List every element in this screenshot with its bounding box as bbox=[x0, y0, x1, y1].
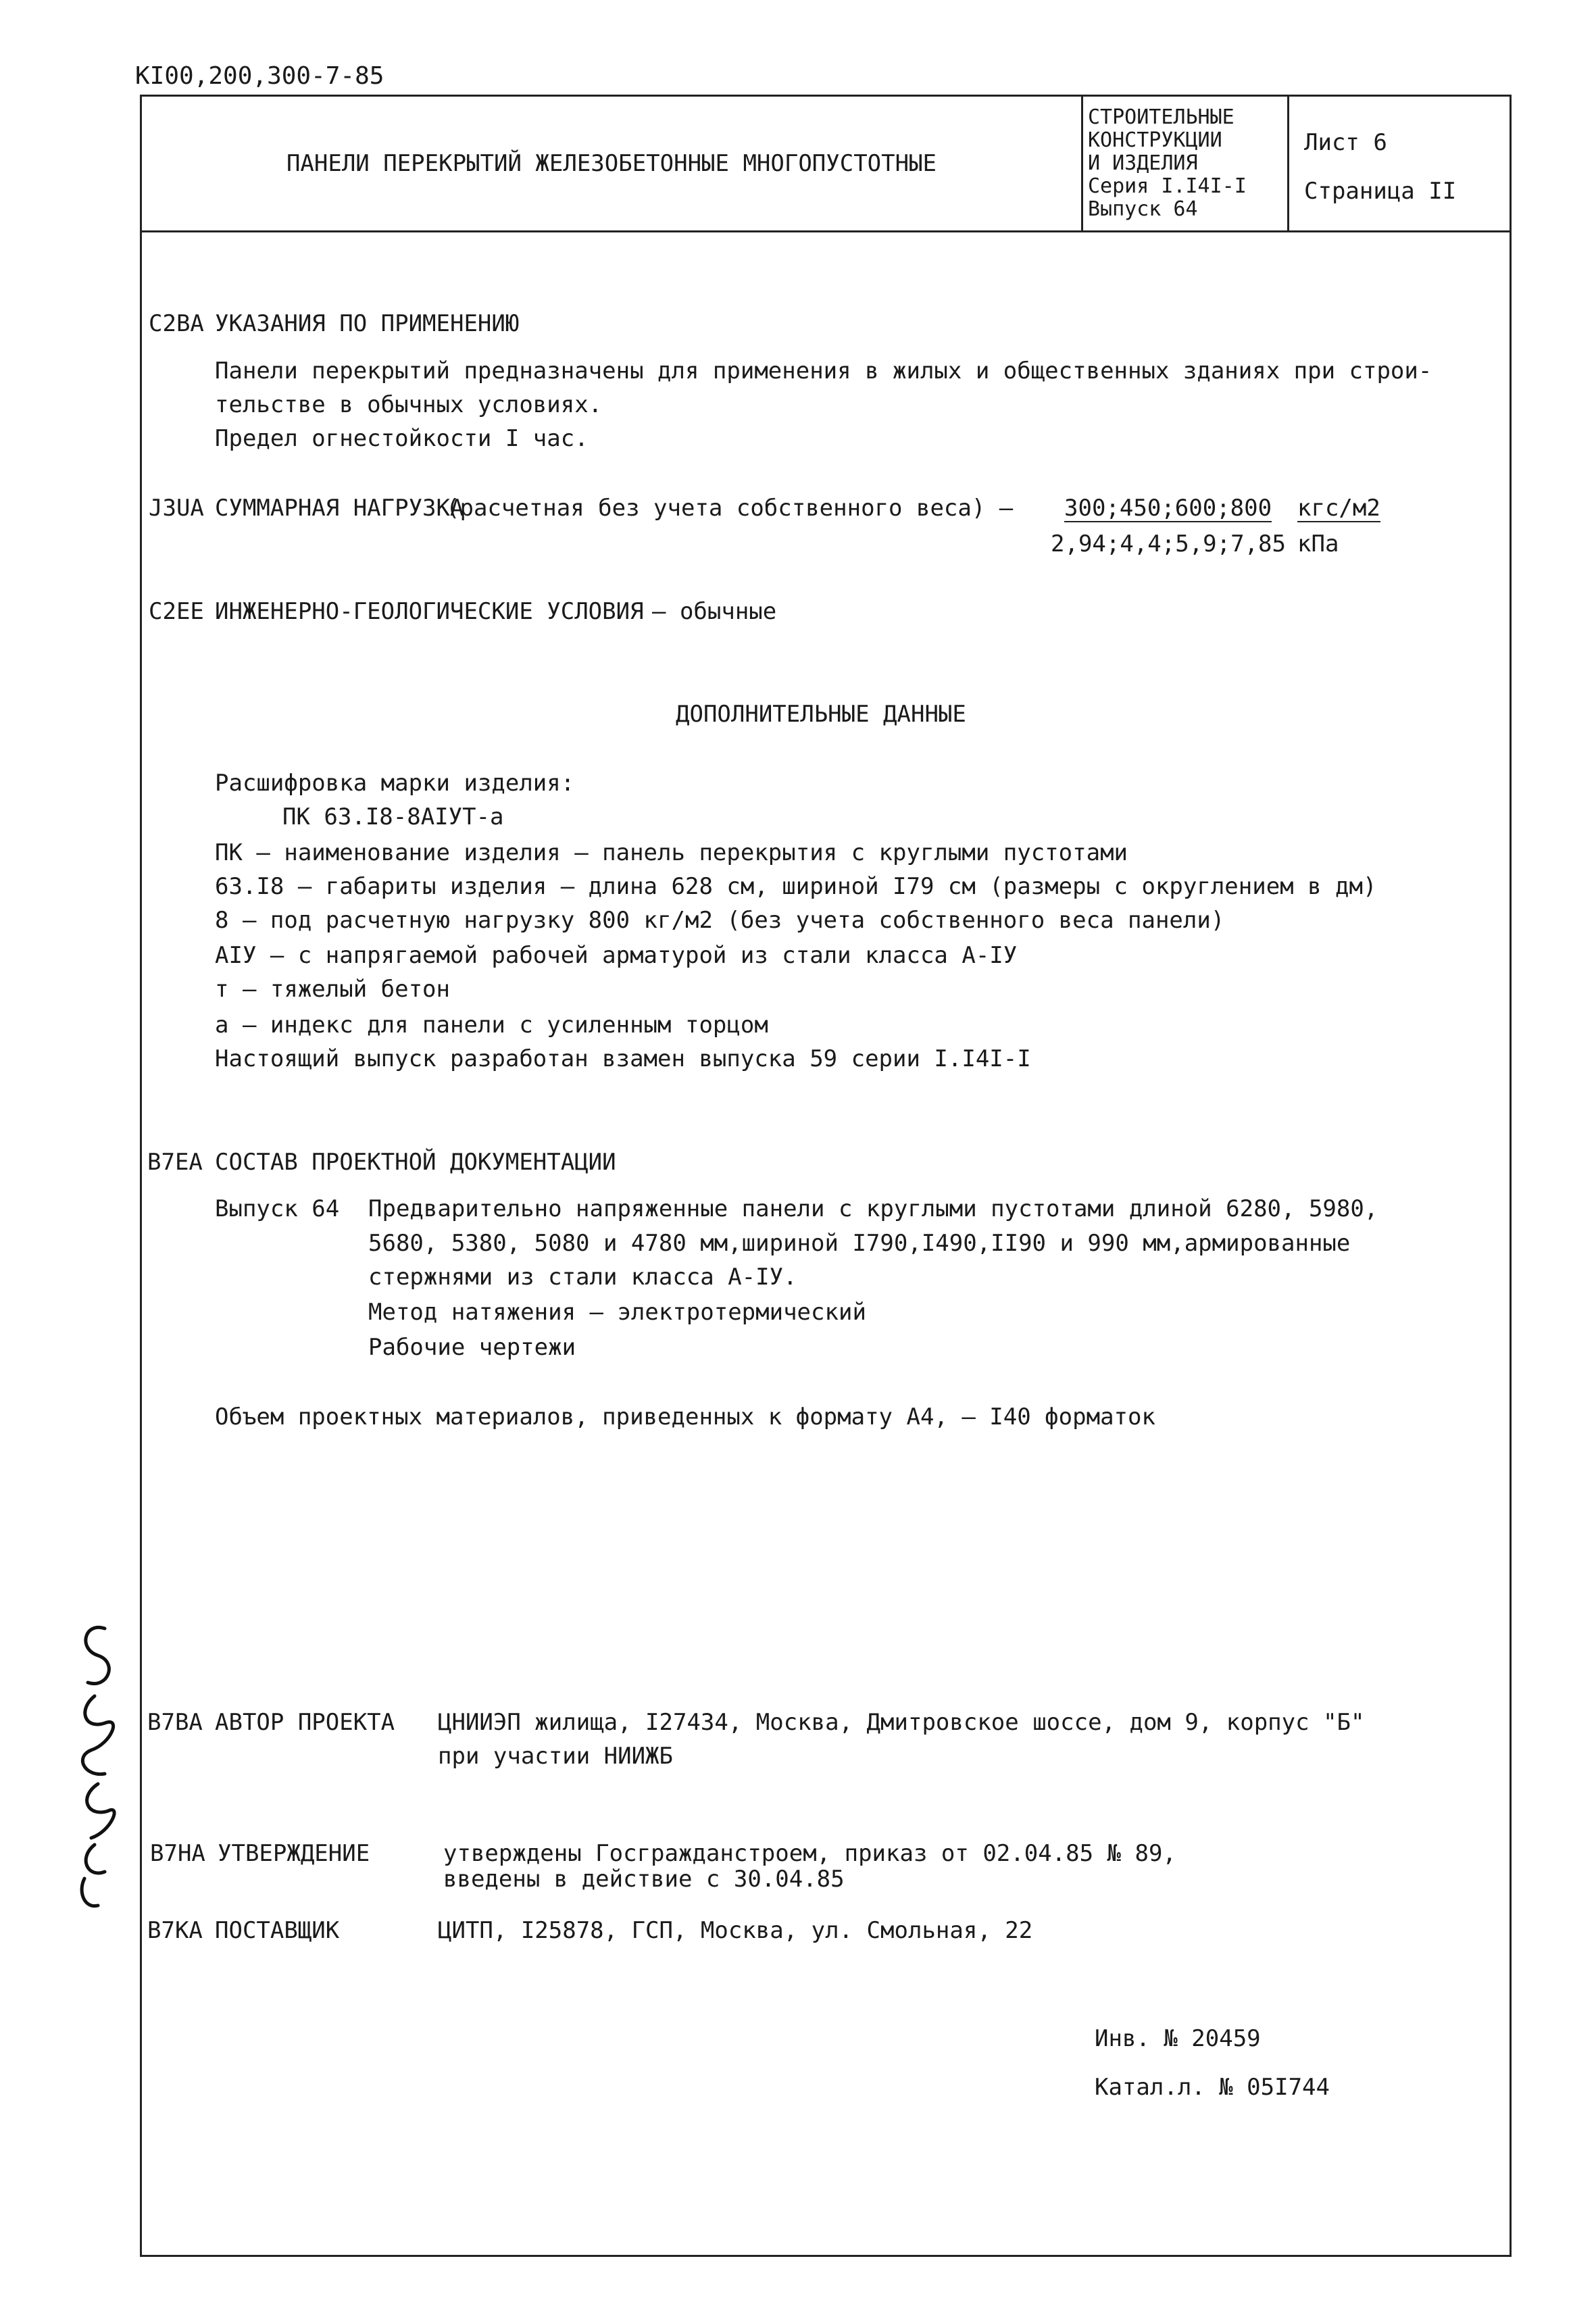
document-code: KI00,200,300-7-85 bbox=[135, 62, 384, 90]
section-code: B7BA bbox=[147, 1709, 203, 1736]
text-line: ЦНИИЭП жилища, I27434, Москва, Дмитровское шоссе, дом 9, корпус "Б" bbox=[438, 1709, 1365, 1736]
text-line: при участии НИИЖБ bbox=[438, 1743, 673, 1770]
text-line: Панели перекрытий предназначены для применения в жилых и общественных зданиях при строи- bbox=[215, 357, 1432, 384]
load-values-kgf: 300;450;600;800 bbox=[1064, 495, 1272, 522]
text-line: т – тяжелый бетон bbox=[215, 976, 450, 1003]
sheet-number: Лист 6 bbox=[1304, 129, 1387, 156]
load-unit-kgf: кгс/м2 bbox=[1297, 495, 1380, 522]
section-code: B7HA bbox=[150, 1840, 205, 1867]
section-code: B7KA bbox=[147, 1917, 203, 1944]
product-mark: ПК 63.I8-8AIУТ-а bbox=[282, 803, 504, 830]
series-block bbox=[1088, 106, 1247, 221]
text-line: утверждены Госгражданстроем, приказ от 02.04.85 № 89, bbox=[443, 1840, 1176, 1867]
text-line: 63.I8 – габариты изделия – длина 628 см, шириной I79 см (размеры с округлением в дм) bbox=[215, 873, 1377, 900]
series-line: КОНСТРУКЦИИ bbox=[1088, 128, 1222, 152]
decode-title: Расшифровка марки изделия: bbox=[215, 770, 575, 797]
document-title: ПАНЕЛИ ПЕРЕКРЫТИЙ ЖЕЛЕЗОБЕТОННЫЕ МНОГОПУСТОТНЫЕ bbox=[286, 150, 937, 177]
section-code: B7EA bbox=[147, 1149, 203, 1176]
series-line: Серия I.I4I-I bbox=[1088, 174, 1247, 198]
text-line: Предварительно напряженные панели с круглыми пустотами длиной 6280, 5980, bbox=[368, 1195, 1378, 1222]
series-line: И ИЗДЕЛИЯ bbox=[1088, 151, 1198, 175]
section-heading: УТВЕРЖДЕНИЕ bbox=[218, 1840, 370, 1867]
text-line: введены в действие с 30.04.85 bbox=[443, 1866, 845, 1893]
signature-image bbox=[57, 1608, 132, 1919]
text-line: тельстве в обычных условиях. bbox=[215, 391, 603, 418]
text-line: AIУ – с напрягаемой рабочей арматурой из стали класса А-IУ bbox=[215, 942, 1018, 969]
volume-line: Объем проектных материалов, приведенных к формату А4, – I40 форматок bbox=[215, 1403, 1155, 1430]
divider bbox=[1081, 97, 1083, 230]
section-heading: ИНЖЕНЕРНО-ГЕОЛОГИЧЕСКИЕ УСЛОВИЯ bbox=[215, 598, 644, 625]
issue-label: Выпуск 64 bbox=[215, 1195, 340, 1222]
text-line: стержнями из стали класса А-IУ. bbox=[368, 1264, 797, 1291]
text-line: Настоящий выпуск разработан взамен выпуска 59 серии I.I4I-I bbox=[215, 1045, 1031, 1072]
load-values-kpa: 2,94;4,4;5,9;7,85 bbox=[1051, 530, 1286, 557]
title-block bbox=[142, 97, 1510, 232]
series-line: СТРОИТЕЛЬНЫЕ bbox=[1088, 105, 1235, 129]
text-line: 5680, 5380, 5080 и 4780 мм,шириной I790,I490,II90 и 990 мм,армированные bbox=[368, 1230, 1351, 1257]
load-unit-kpa: кПа bbox=[1297, 530, 1339, 557]
section-heading: УКАЗАНИЯ ПО ПРИМЕНЕНИЮ bbox=[215, 310, 520, 337]
supplier-value: ЦИТП, I25878, ГСП, Москва, ул. Смольная, 22 bbox=[438, 1917, 1033, 1944]
text-line: 8 – под расчетную нагрузку 800 кг/м2 (без учета собственного веса панели) bbox=[215, 907, 1225, 934]
geology-value: – обычные bbox=[652, 598, 777, 625]
text-line: Метод натяжения – электротермический bbox=[368, 1299, 866, 1326]
text-line: ПК – наименование изделия – панель перекрытия с круглыми пустотами bbox=[215, 839, 1128, 866]
section-heading: ПОСТАВЩИК bbox=[215, 1917, 340, 1944]
section-code: J3UA bbox=[149, 495, 204, 522]
section-heading: СУММАРНАЯ НАГРУЗКА bbox=[215, 495, 464, 522]
section-code: C2BA bbox=[149, 310, 204, 337]
catalog-number: Катал.л. № 05I744 bbox=[1095, 2074, 1330, 2101]
page-number: Страница II bbox=[1304, 178, 1457, 205]
text-line: Предел огнестойкости I час. bbox=[215, 425, 589, 452]
section-heading: ДОПОЛНИТЕЛЬНЫЕ ДАННЫЕ bbox=[676, 701, 966, 728]
divider bbox=[1287, 97, 1289, 230]
section-code: C2EE bbox=[149, 598, 204, 625]
section-heading: СОСТАВ ПРОЕКТНОЙ ДОКУМЕНТАЦИИ bbox=[215, 1149, 616, 1176]
load-note: (расчетная без учета собственного веса) – bbox=[446, 495, 1014, 522]
text-line: Рабочие чертежи bbox=[368, 1334, 576, 1361]
inventory-number: Инв. № 20459 bbox=[1095, 2025, 1261, 2052]
series-line: Выпуск 64 bbox=[1088, 197, 1198, 221]
section-heading: АВТОР ПРОЕКТА bbox=[215, 1709, 395, 1736]
text-line: а – индекс для панели с усиленным торцом bbox=[215, 1012, 768, 1039]
